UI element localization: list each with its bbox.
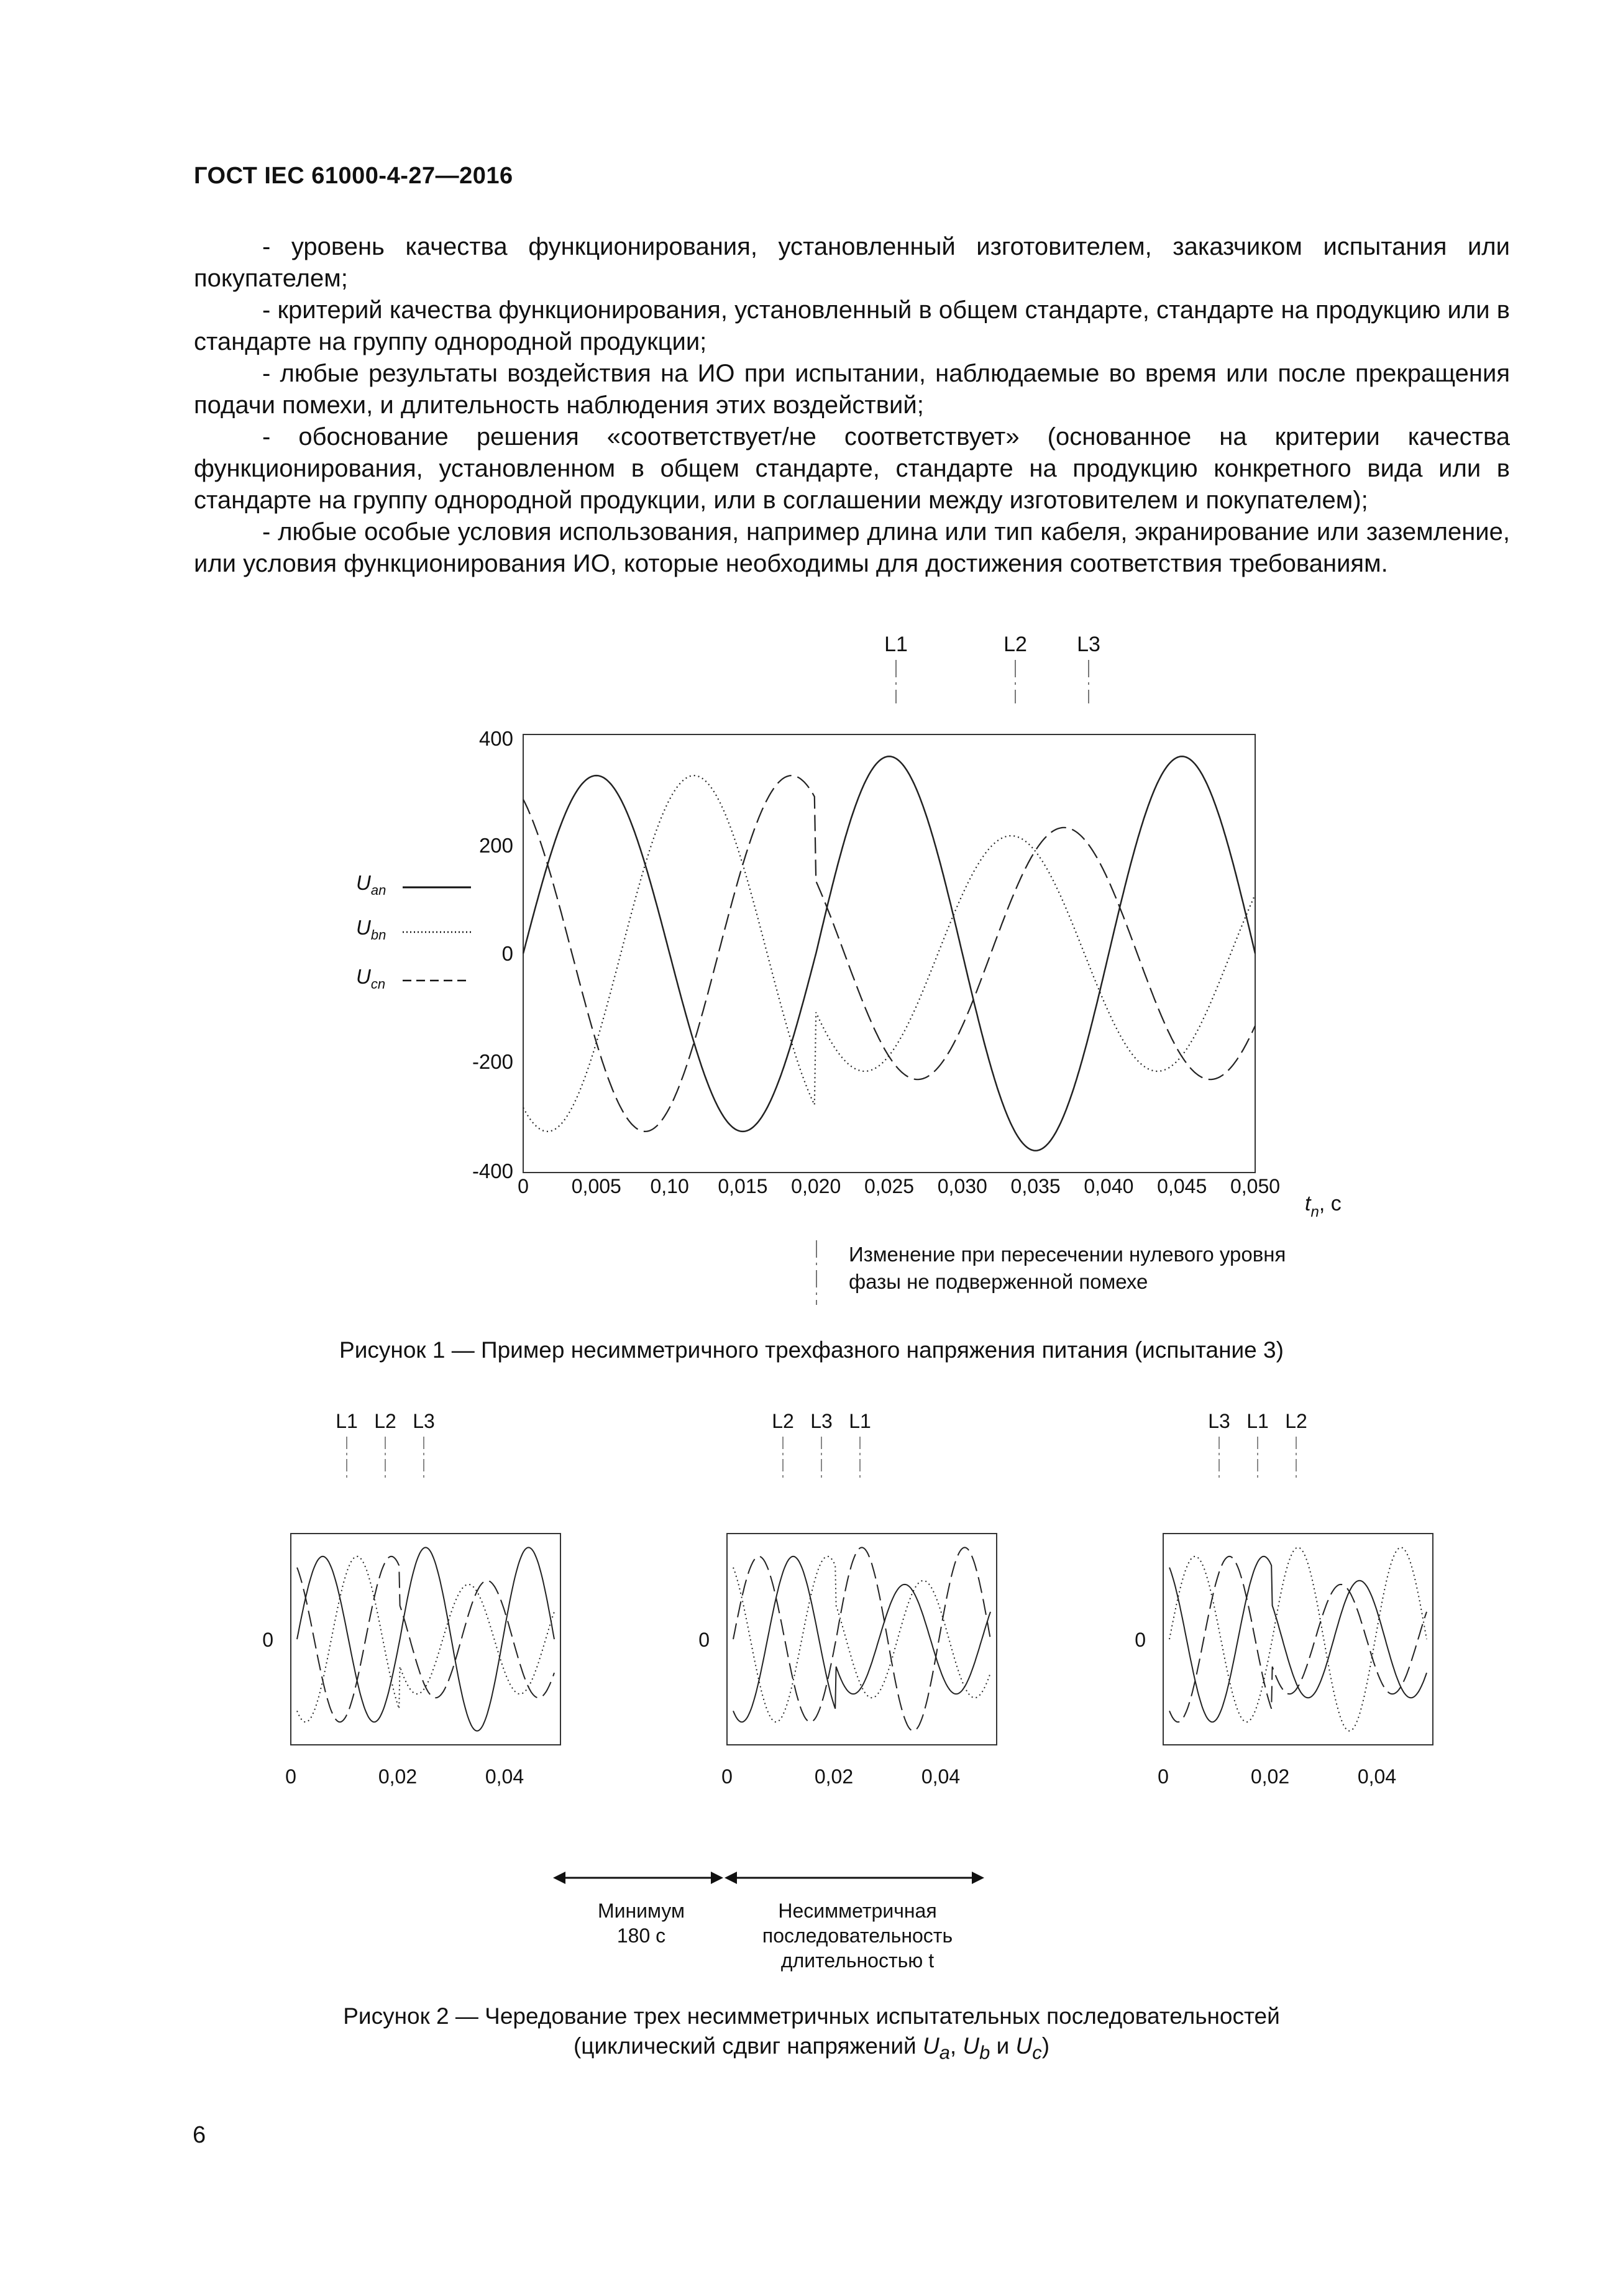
seq-label-line3: длительностью t — [780, 1949, 935, 1972]
arrow-head — [711, 1872, 723, 1884]
y-zero-label: 0 — [1135, 1629, 1146, 1651]
note-line1: Изменение при пересечении нулевого уровня — [849, 1243, 1286, 1266]
arrow-head — [553, 1872, 565, 1884]
x-tick-label: 0,030 — [937, 1175, 987, 1197]
panel-frame — [291, 1534, 560, 1745]
paragraph: - уровень качества функционирования, установленный изготовителем, заказчиком испытания или покупателем; — [194, 233, 1510, 292]
paragraph: - обоснование решения «соответствует/не соответствует» (основанное на критерии качества функционирования, установленном в общем стандарте, стандарте на продукцию конкретного вида или в стандарте на группу однородной продукции, или в соглашении между изготовителем и покупателем); — [194, 423, 1510, 514]
paragraph: - любые особые условия использования, например длина или тип кабеля, экранирование или заземление, или условия функционирования ИО, которые необходимы для достижения соответствия требованиям. — [194, 518, 1510, 577]
chart-series — [523, 756, 1255, 1151]
figure2-diagram — [0, 1392, 1623, 1982]
paragraph: - критерий качества функционирования, установленный в общем стандарте, стандарте на продукцию или в стандарте на группу однородной продукции; — [194, 296, 1510, 355]
x-tick-labels — [518, 1175, 1280, 1197]
y-tick-label: -200 — [472, 1050, 513, 1073]
panel-series — [297, 1547, 554, 1731]
legend — [356, 871, 471, 992]
x-tick-label: 0 — [1158, 1765, 1169, 1788]
document-header: ГОСТ IEC 61000-4-27—2016 — [194, 163, 513, 189]
figure1-caption: Рисунок 1 — Пример несимметричного трехфазного напряжения питания (испытание 3) — [339, 1337, 1284, 1363]
y-tick-label: -400 — [472, 1159, 513, 1182]
figure2-caption-line1: Рисунок 2 — Чередование трех несимметричных испытательных последовательностей — [343, 2003, 1280, 2029]
x-tick-label: 0,025 — [864, 1175, 915, 1197]
seq-label-line2: последовательность — [762, 1924, 953, 1947]
paragraph: - любые результаты воздействия на ИО при испытании, наблюдаемые во время или после прекращения подачи помехи, и длительность наблюдения этих воздействий; — [194, 360, 1510, 419]
x-tick-label: 0 — [721, 1765, 733, 1788]
plot-frame — [523, 734, 1255, 1173]
note-line2: фазы не подверженной помехе — [849, 1270, 1148, 1293]
x-tick-label: 0,02 — [814, 1765, 854, 1788]
phase-label-l2: L2 — [1004, 633, 1027, 656]
y-zero-label: 0 — [698, 1629, 710, 1651]
x-tick-label: 0,050 — [1230, 1175, 1281, 1197]
y-tick-label: 0 — [501, 942, 513, 965]
arrow-head — [725, 1872, 737, 1884]
x-axis-label: $t_n$, с — [1305, 1192, 1342, 1220]
phase-label-l1: L1 — [884, 633, 908, 656]
legend-label-uan: $U_{an}$ — [356, 871, 386, 898]
y-zero-label: 0 — [262, 1629, 273, 1651]
phase-label: L2 — [374, 1410, 396, 1432]
panel-series — [733, 1547, 990, 1731]
min-label-line2: 180 с — [616, 1924, 666, 1947]
page-number: 6 — [193, 2122, 206, 2148]
seq-label-line1: Несимметричная — [778, 1900, 937, 1922]
x-tick-label: 0,005 — [571, 1175, 621, 1197]
phase-label: L1 — [336, 1410, 358, 1432]
phase-label: L2 — [1285, 1410, 1307, 1432]
panel-series — [1169, 1547, 1427, 1731]
x-tick-label: 0,040 — [1084, 1175, 1134, 1197]
x-tick-label: 0,02 — [378, 1765, 418, 1788]
x-tick-label: 0,10 — [650, 1175, 689, 1197]
phase-label: L3 — [810, 1410, 833, 1432]
x-tick-label: 0,045 — [1157, 1175, 1207, 1197]
x-tick-label: 0,04 — [1357, 1765, 1397, 1788]
sequence-panel — [262, 1410, 560, 1788]
y-tick-label: 400 — [478, 727, 513, 750]
x-tick-label: 0,04 — [485, 1765, 524, 1788]
x-tick-label: 0,020 — [791, 1175, 841, 1197]
x-tick-label: 0,02 — [1250, 1765, 1290, 1788]
legend-label-ucn: $U_{cn}$ — [356, 965, 386, 992]
sequence-panel — [698, 1410, 997, 1788]
x-tick-label: 0,04 — [921, 1765, 961, 1788]
x-tick-label: 0 — [285, 1765, 296, 1788]
y-tick-label: 200 — [478, 834, 513, 857]
sequence-panel — [1135, 1410, 1433, 1788]
x-tick-label: 0,035 — [1010, 1175, 1061, 1197]
series-uan — [523, 756, 1255, 1151]
x-tick-label: 0,015 — [718, 1175, 768, 1197]
phase-label: L3 — [413, 1410, 435, 1432]
legend-label-ubn: $U_{bn}$ — [356, 916, 386, 943]
phase-label: L2 — [772, 1410, 794, 1432]
phase-label-l3: L3 — [1077, 633, 1100, 656]
phase-label: L1 — [849, 1410, 871, 1432]
figure2-caption-line2: (циклический сдвиг напряжений $U_a$, $U_b$ и $U_c$) — [573, 2033, 1050, 2064]
duration-arrows — [553, 1872, 984, 1884]
phase-label: L1 — [1246, 1410, 1269, 1432]
arrow-head — [972, 1872, 984, 1884]
x-tick-label: 0 — [518, 1175, 529, 1197]
min-label-line1: Минимум — [597, 1900, 685, 1922]
phase-label: L3 — [1208, 1410, 1230, 1432]
